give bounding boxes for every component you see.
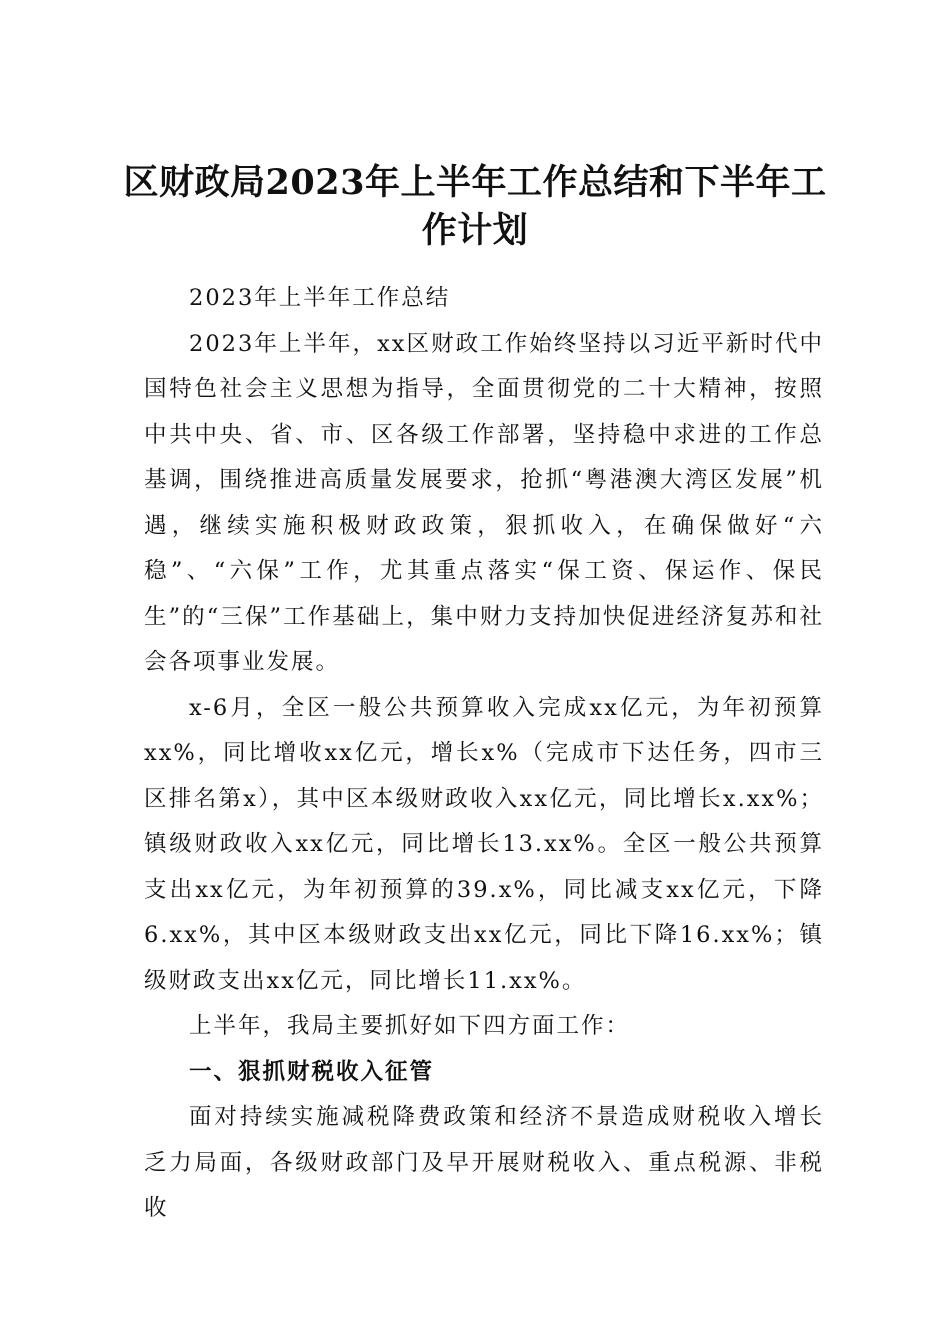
section-heading: 一、狠抓财税收入征管 [189, 1058, 435, 1085]
document-body [144, 276, 824, 1232]
paragraph-intro: 上半年，我局主要抓好如下四方面工作： [189, 1013, 631, 1039]
paragraph-overview: 2023年上半年，xx区财政工作始终坚持以习近平新时代中国特色社会主义思想为指导，全面贯彻党的二十大精神，按照中共中央、省、市、区各级工作部署，坚持稳中求进的工作总基调，围绕推进高质量发展要求，抢抓“粤港澳大湾区发展”机遇，继续实施积极财政政策，狠抓收入，在确保做好“六稳”、“六保”工作，尤其重点落实“保工资、保运作、保民生”的“三保”工作基础上，集中财力支持加快促进经济复苏和社会各项事业发展。 [144, 330, 824, 675]
document-title: 区财政局2023年上半年工作总结和下半年工作计划 [123, 162, 827, 252]
subheading: 2023年上半年工作总结 [189, 285, 451, 311]
paragraph-section-1: 面对持续实施减税降费政策和经济不景造成财税收入增长乏力局面，各级财政部门及早开展财税收入、重点税源、非税收 [144, 1104, 824, 1221]
paragraph-figures: x-6月，全区一般公共预算收入完成xx亿元，为年初预算xx%，同比增收xx亿元，增长x%（完成市下达任务，四市三区排名第x），其中区本级财政收入xx亿元，同比增长x.xx%；镇级财政收入xx亿元，同比增长13.xx%。全区一般公共预算支出xx亿元，为年初预算的39.x%，同比减支xx亿元，下降6.xx%，其中区本级财政支出xx亿元，同比下降16.xx%；镇级财政支出xx亿元，同比增长11.xx%。 [144, 694, 824, 994]
